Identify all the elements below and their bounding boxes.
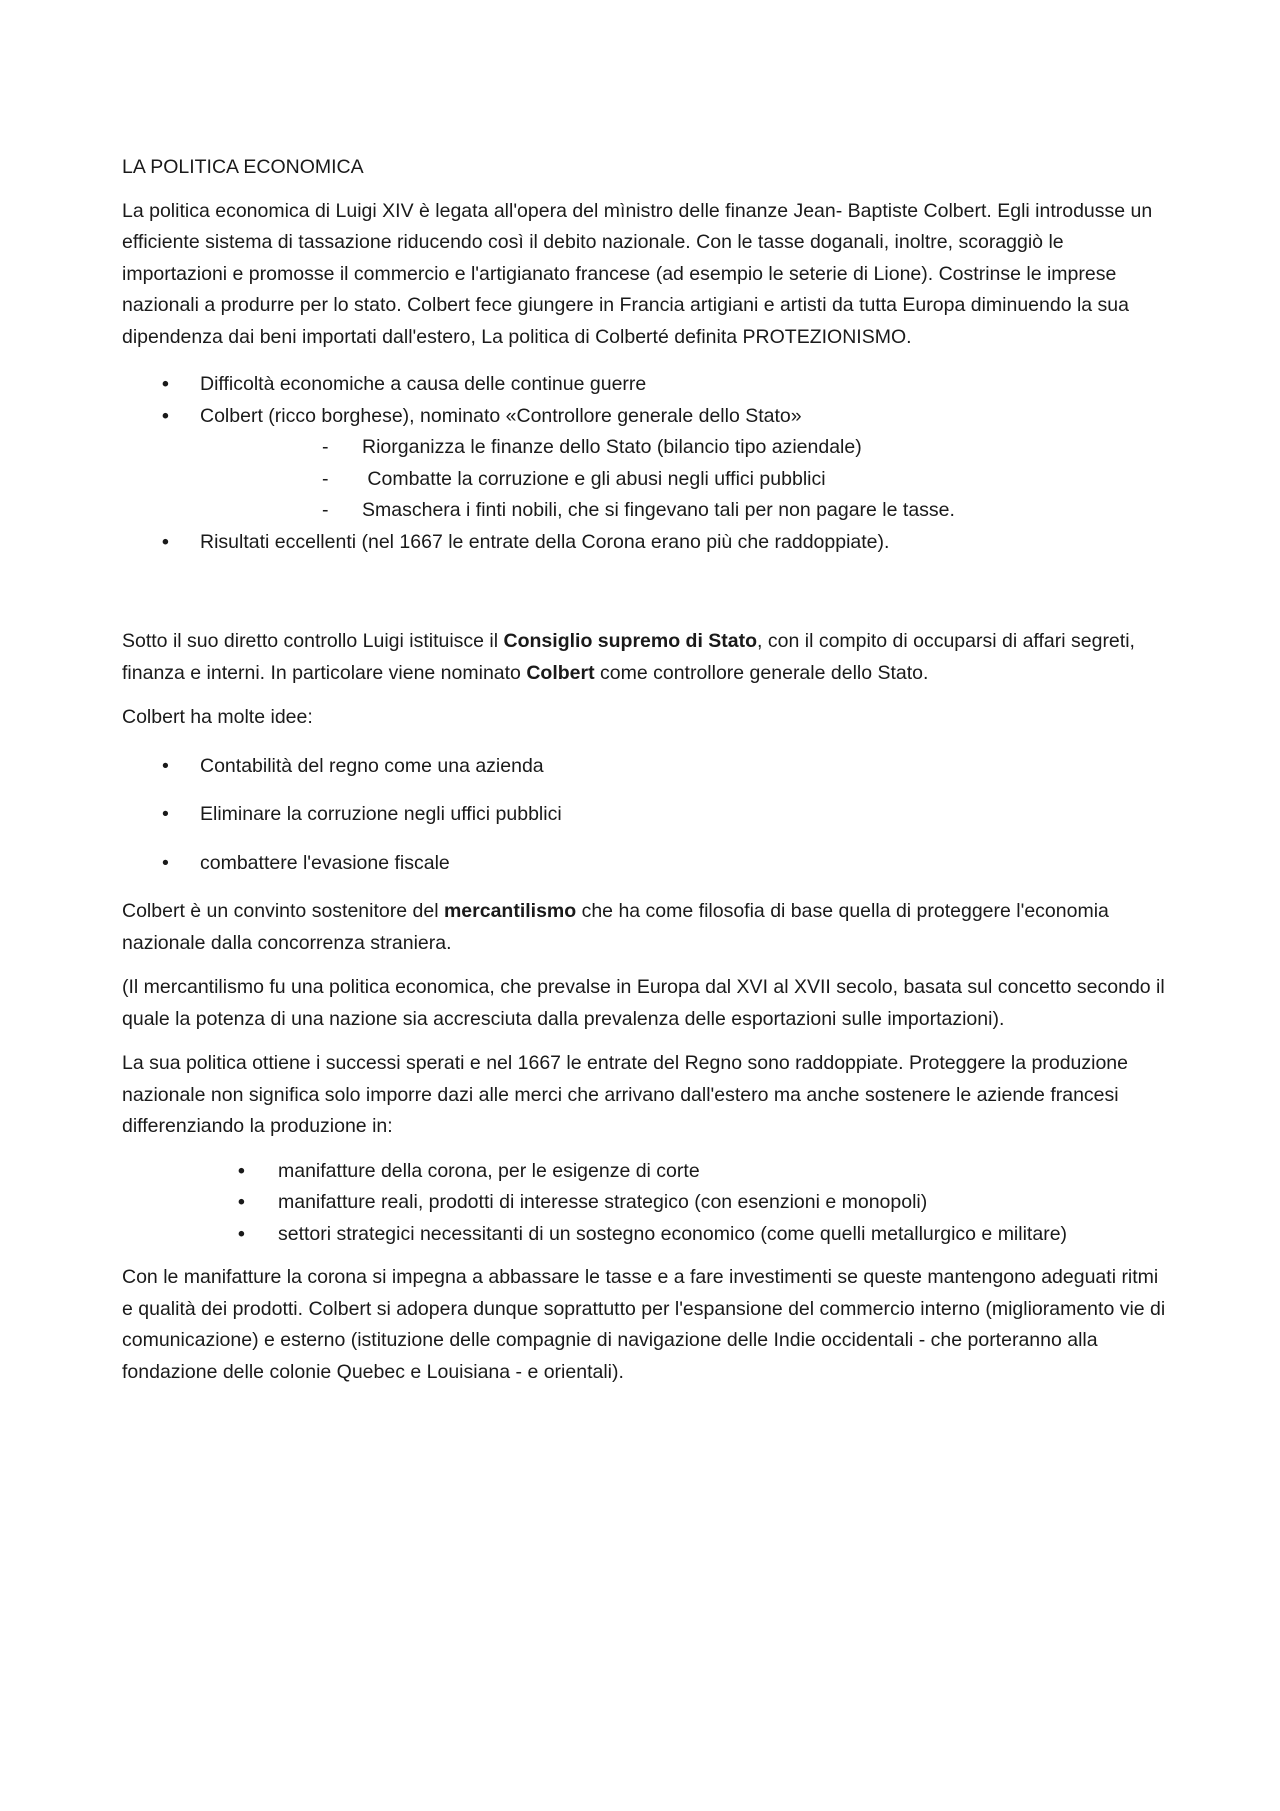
bullet-list-ideas — [122, 751, 1172, 880]
text-run: Colbert è un convinto sostenitore del — [122, 900, 444, 922]
list-item — [122, 401, 1172, 527]
text-run: che ha come filosofia di base quella di proteggere l'economia nazionale dalla concorrenza straniera. — [122, 900, 1109, 954]
sublist-item: - Combatte la corruzione e gli abusi negli uffici pubblici — [200, 464, 1172, 496]
spacer — [122, 558, 1172, 626]
paragraph-intro: La politica economica di Luigi XIV è legata all'opera del mìnistro delle finanze Jean- Baptiste Colbert. Egli introdusse un efficiente sistema di tassazione riducendo così il debito nazionale. Con le tasse doganali, inoltre, scoraggiò le importazioni e promosse il commercio e l'artigianato francese (ad esempio le seterie di Lione). Costrinse le imprese nazionali a produrre per lo stato. Colbert fece giungere in Francia artigiani e artisti da tutta Europa diminuendo la sua dipendenza dai beni importati dall'estero, La politica di Colberté definita PROTEZIONISMO. — [122, 199, 1153, 348]
paragraph-ideas-intro: Colbert ha molte idee: — [122, 706, 313, 728]
bold-text-mercantilismo: mercantilismo — [443, 900, 577, 922]
list-item: • manifatture della corona, per le esigenze di corte — [122, 1156, 1172, 1188]
list-item: • Eliminare la corruzione negli uffici pubblici — [122, 799, 1172, 831]
text-run: Sotto il suo diretto controllo Luigi istituisce il — [122, 630, 504, 652]
dash-sublist — [200, 432, 1172, 527]
bold-text-consiglio: Consiglio supremo di Stato — [503, 630, 758, 652]
list-item: • settori strategici necessitanti di un sostegno economico (come quelli metallurgico e militare) — [122, 1219, 1172, 1251]
sublist-item: - Smaschera i finti nobili, che si fingevano tali per non pagare le tasse. — [200, 495, 1172, 527]
list-item-text: Colbert (ricco borghese), nominato «Controllore generale dello Stato» — [200, 404, 802, 427]
list-item: • Difficoltà economiche a causa delle continue guerre — [122, 369, 1172, 401]
paragraph-mercantilismo — [122, 896, 1172, 959]
text-run: , con il compito di occuparsi di affari segreti, finanza e interni. In particolare viene nominato — [122, 630, 1135, 684]
sublist-item: - Riorganizza le finanze dello Stato (bilancio tipo aziendale) — [200, 432, 1172, 464]
paragraph-conclusion: Con le manifatture la corona si impegna a abbassare le tasse e a fare investimenti se queste mantengono adeguati ritmi e qualità dei prodotti. Colbert si adopera dunque soprattutto per l'espansione del commercio interno (miglioramento vie di comunicazione) e esterno (istituzione delle compagnie di navigazione delle Indie occidentali - che porteranno alla fondazione delle colonie Quebec e Louisiana - e orientali). — [122, 1266, 1166, 1383]
document-page — [122, 152, 1172, 1401]
list-item: • Risultati eccellenti (nel 1667 le entrate della Corona erano più che raddoppiate). — [122, 527, 1172, 559]
bold-text-colbert: Colbert — [526, 661, 595, 684]
text-run: come controllore generale dello Stato. — [594, 661, 929, 684]
list-item: • Contabilità del regno come una azienda — [122, 751, 1172, 783]
paragraph-consiglio — [122, 626, 1172, 689]
bullet-list-manifatture — [122, 1156, 1172, 1251]
paragraph-production: La sua politica ottiene i successi sperati e nel 1667 le entrate del Regno sono raddoppiate. Proteggere la produzione nazionale non significa solo imporre dazi alle merci che arrivano dall'estero ma anche sostenere le aziende francesi differenziando la produzione in: — [122, 1052, 1129, 1137]
list-item: • combattere l'evasione fiscale — [122, 848, 1172, 880]
list-item: • manifatture reali, prodotti di interesse strategico (con esenzioni e monopoli) — [122, 1187, 1172, 1219]
bullet-list-summary — [122, 369, 1172, 558]
paragraph-definition: (Il mercantilismo fu una politica economica, che prevalse in Europa dal XVI al XVII secolo, basata sul concetto secondo il quale la potenza di una nazione sia accresciuta dalla prevalenza delle esportazioni sulle importazioni). — [122, 976, 1165, 1030]
document-title: LA POLITICA ECONOMICA — [122, 156, 364, 178]
